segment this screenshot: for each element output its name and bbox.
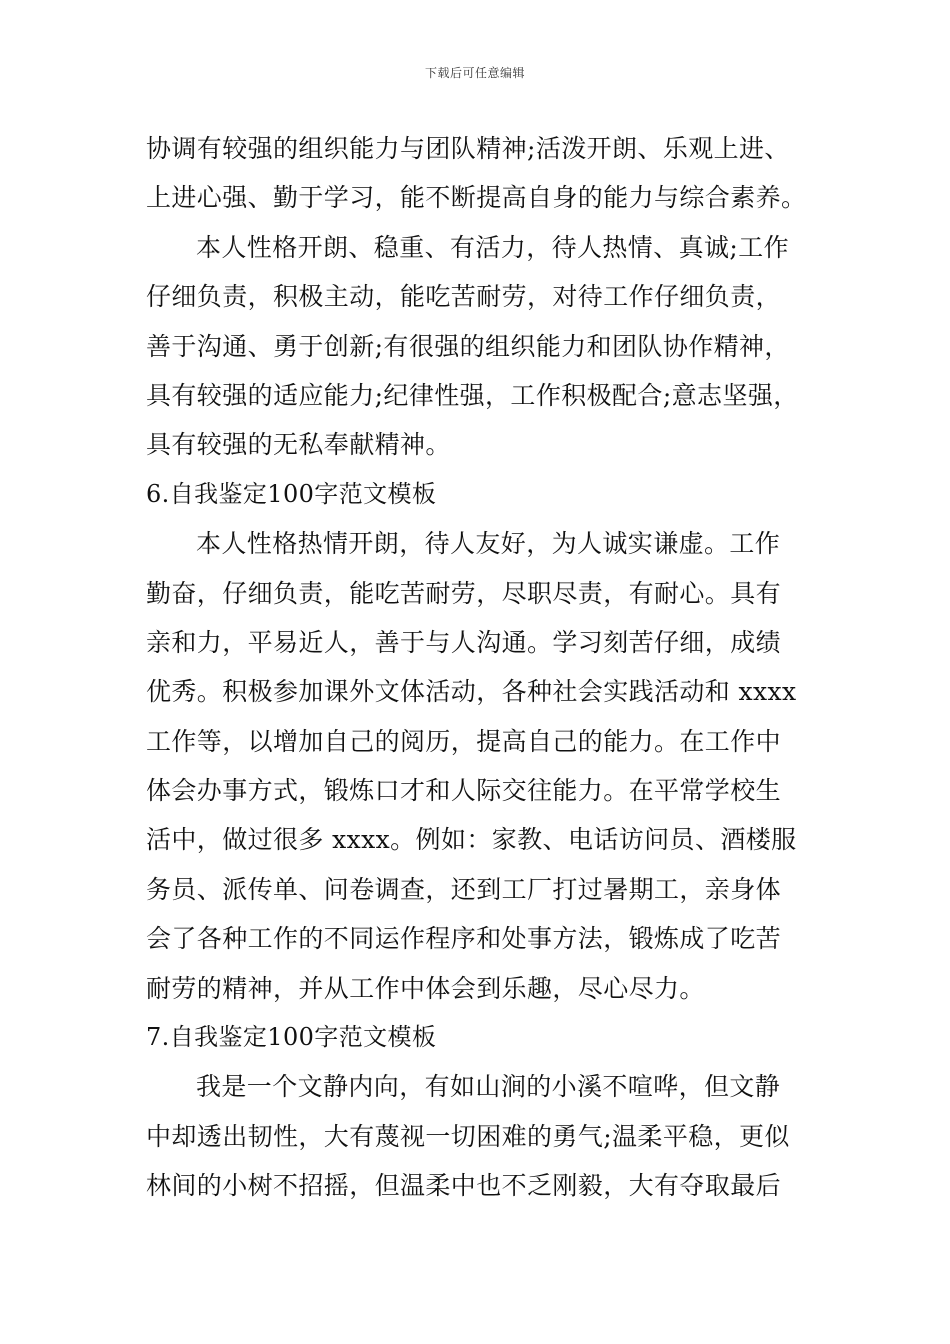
text-line: 亲和力，平易近人，善于与人沟通。学习刻苦仔细，成绩 — [146, 627, 782, 657]
text-line: 优秀。积极参加课外文体活动，各种社会实践活动和 xxxx — [146, 677, 797, 707]
text-line: 本人性格开朗、稳重、有活力，待人热情、真诚;工作 — [196, 232, 790, 262]
text-line: 勤奋，仔细负责，能吃苦耐劳，尽职尽责，有耐心。具有 — [146, 578, 782, 608]
text-line: 活中，做过很多 xxxx。例如：家教、电话访问员、酒楼服 — [146, 825, 797, 855]
text-line: 协调有较强的组织能力与团队精神;活泼开朗、乐观上进、 — [146, 134, 790, 163]
text-line: 本人性格热情开朗，待人友好，为人诚实谦虚。工作 — [196, 529, 781, 559]
text-line: 林间的小树不招摇，但温柔中也不乏刚毅，大有夺取最后 — [146, 1171, 782, 1201]
text-line: 工作等，以增加自己的阅历，提高自己的能力。在工作中 — [146, 726, 782, 756]
section-heading: 7.自我鉴定100字范文模板 — [146, 1023, 437, 1052]
text-line: 上进心强、勤于学习，能不断提高自身的能力与综合素养。 — [146, 183, 807, 213]
text-line: 具有较强的适应能力;纪律性强，工作积极配合;意志坚强， — [146, 380, 799, 410]
text-line: 会了各种工作的不同运作程序和处事方法，锻炼成了吃苦 — [146, 924, 782, 954]
text-line: 耐劳的精神，并从工作中体会到乐趣，尽心尽力。 — [146, 973, 705, 1003]
page-header: 下载后可任意编辑 — [424, 66, 525, 80]
text-line: 体会办事方式，锻炼口才和人际交往能力。在平常学校生 — [146, 776, 782, 806]
text-line: 我是一个文静内向，有如山涧的小溪不喧哗，但文静 — [196, 1072, 781, 1102]
document-body — [146, 124, 816, 1211]
text-line: 善于沟通、勇于创新;有很强的组织能力和团队协作精神， — [146, 331, 790, 361]
text-line: 仔细负责，积极主动，能吃苦耐劳，对待工作仔细负责， — [146, 282, 782, 312]
text-line: 中却透出韧性，大有蔑视一切困难的勇气;温柔平稳，更似 — [146, 1121, 790, 1151]
text-line: 务员、派传单、问卷调查，还到工厂打过暑期工，亲身体 — [146, 874, 782, 904]
section-heading: 6.自我鉴定100字范文模板 — [146, 479, 437, 508]
text-line: 具有较强的无私奉献精神。 — [146, 430, 451, 460]
